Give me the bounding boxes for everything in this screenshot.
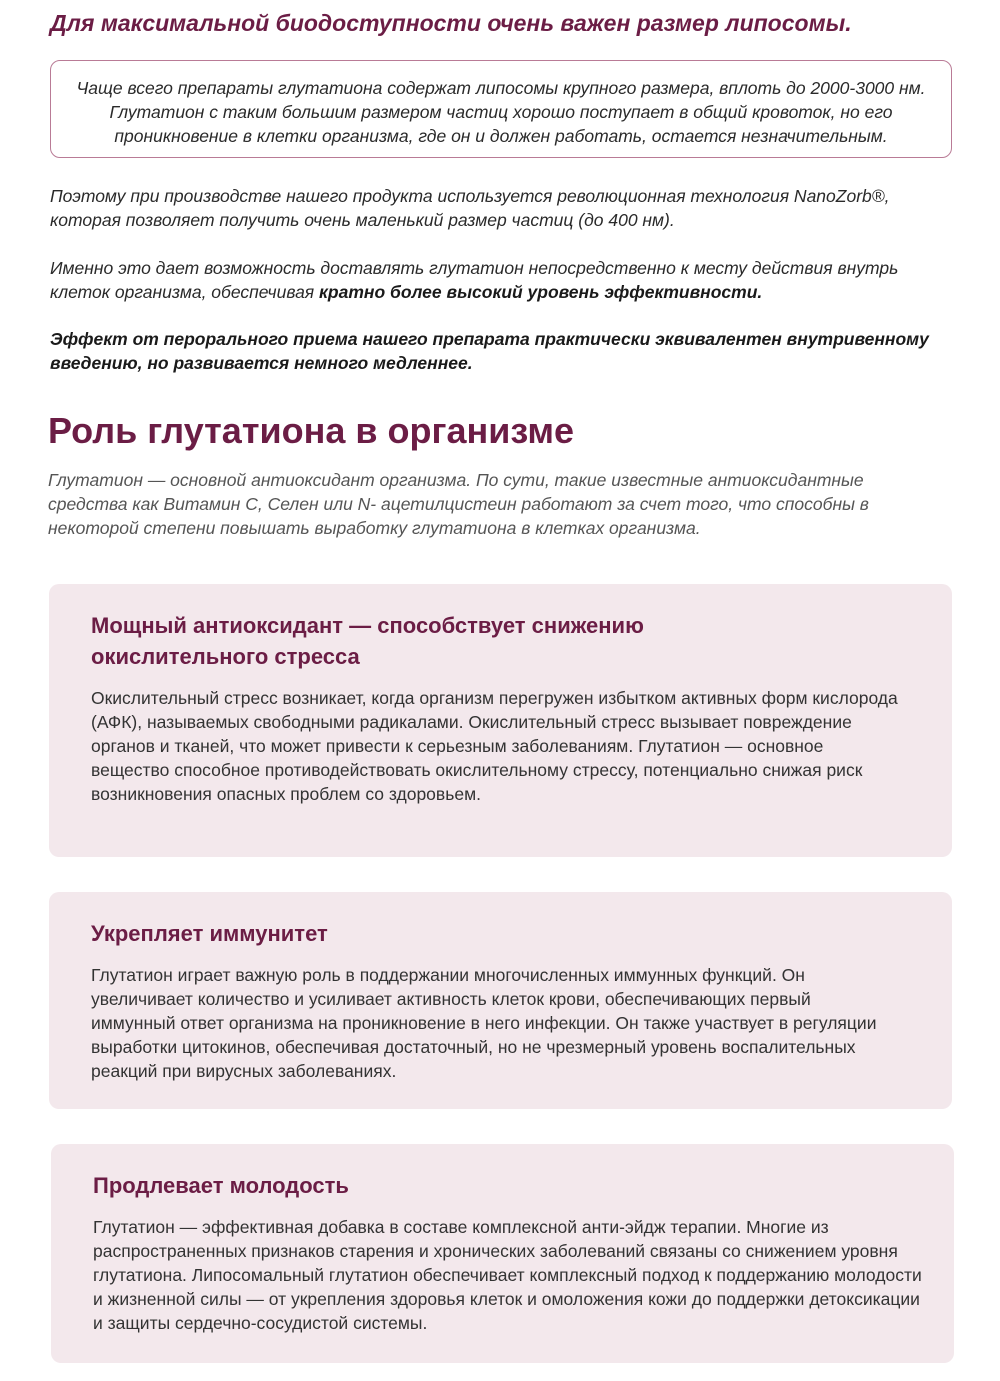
info-box xyxy=(50,60,952,158)
paragraph-effect xyxy=(50,327,970,375)
paragraph-delivery-text: Именно это дает возможность доставлять глутатион непосредственно к месту действия внутрь клеток организма, обеспечивая xyxy=(50,258,899,302)
card-immunity-title: Укрепляет иммунитет xyxy=(91,921,328,946)
paragraph-effect-bold: Эффект от перорального приема нашего препарата практически эквивалентен внутривенному введению, но развивается немного медленнее. xyxy=(50,329,929,373)
paragraph-nanozorb: Поэтому при производстве нашего продукта используется революционная технология NanoZorb®, которая позволяет получить очень маленький размер частиц (до 400 нм). xyxy=(50,186,890,230)
card-youth xyxy=(51,1144,954,1363)
paragraph-delivery xyxy=(50,256,960,304)
card-youth-text: Глутатион — эффективная добавка в составе комплексной анти-эйдж терапии. Многие из распространенных признаков старения и хронических заболеваний связаны со снижением уровня глутатиона. Липосомальный глутатион обеспечивает комплексный подход к поддержанию молодости и жизненной силы — от укрепления здоровья клеток и омоложения кожи до поддержки детоксикации и защиты сердечно-сосудистой системы. xyxy=(93,1217,922,1333)
section-title: Роль глутатиона в организме xyxy=(48,410,574,451)
paragraph-delivery-bold: кратно более высокий уровень эффективности. xyxy=(319,282,763,302)
card-immunity-text: Глутатион играет важную роль в поддержании многочисленных иммунных функций. Он увеличивает количество и усиливает активность клеток крови, обеспечивающих первый иммунный ответ организма на проникновение в него инфекции. Он также участвует в регуляции выработки цитокинов, обеспечивая достаточный, но не чрезмерный уровень воспалительных реакций при вирусных заболеваниях. xyxy=(91,965,877,1081)
card-antioxidant xyxy=(49,584,952,857)
section-intro: Глутатион — основной антиоксидант организма. По сути, такие известные антиоксидантные средства как Витамин С, Селен или N- ацетилцистеин работают за счет того, что способны в некоторой степени повышать выработку глутатиона в клетках организма. xyxy=(48,470,869,538)
info-box-text: Чаще всего препараты глутатиона содержат липосомы крупного размера, вплоть до 2000-3000 нм. Глутатион с таким большим размером частиц хорошо поступает в общий кровоток, но его проникновение в клетки организма, где он и должен работать, остается незначительным. xyxy=(76,78,926,146)
headline: Для максимальной биодоступности очень важен размер липосомы. xyxy=(50,10,852,36)
card-antioxidant-text: Окислительный стресс возникает, когда организм перегружен избытком активных форм кислорода (АФК), называемых свободными радикалами. Окислительный стресс вызывает повреждение органов и тканей, что может привести к серьезным заболеваниям. Глутатион — основное вещество способное противодействовать окислительному стрессу, потенциально снижая риск возникновения опасных проблем со здоровьем. xyxy=(91,688,898,804)
card-youth-title: Продлевает молодость xyxy=(93,1173,349,1198)
card-immunity xyxy=(49,892,952,1109)
card-antioxidant-title: Мощный антиоксидант — способствует снижению окислительного стресса xyxy=(91,613,644,669)
